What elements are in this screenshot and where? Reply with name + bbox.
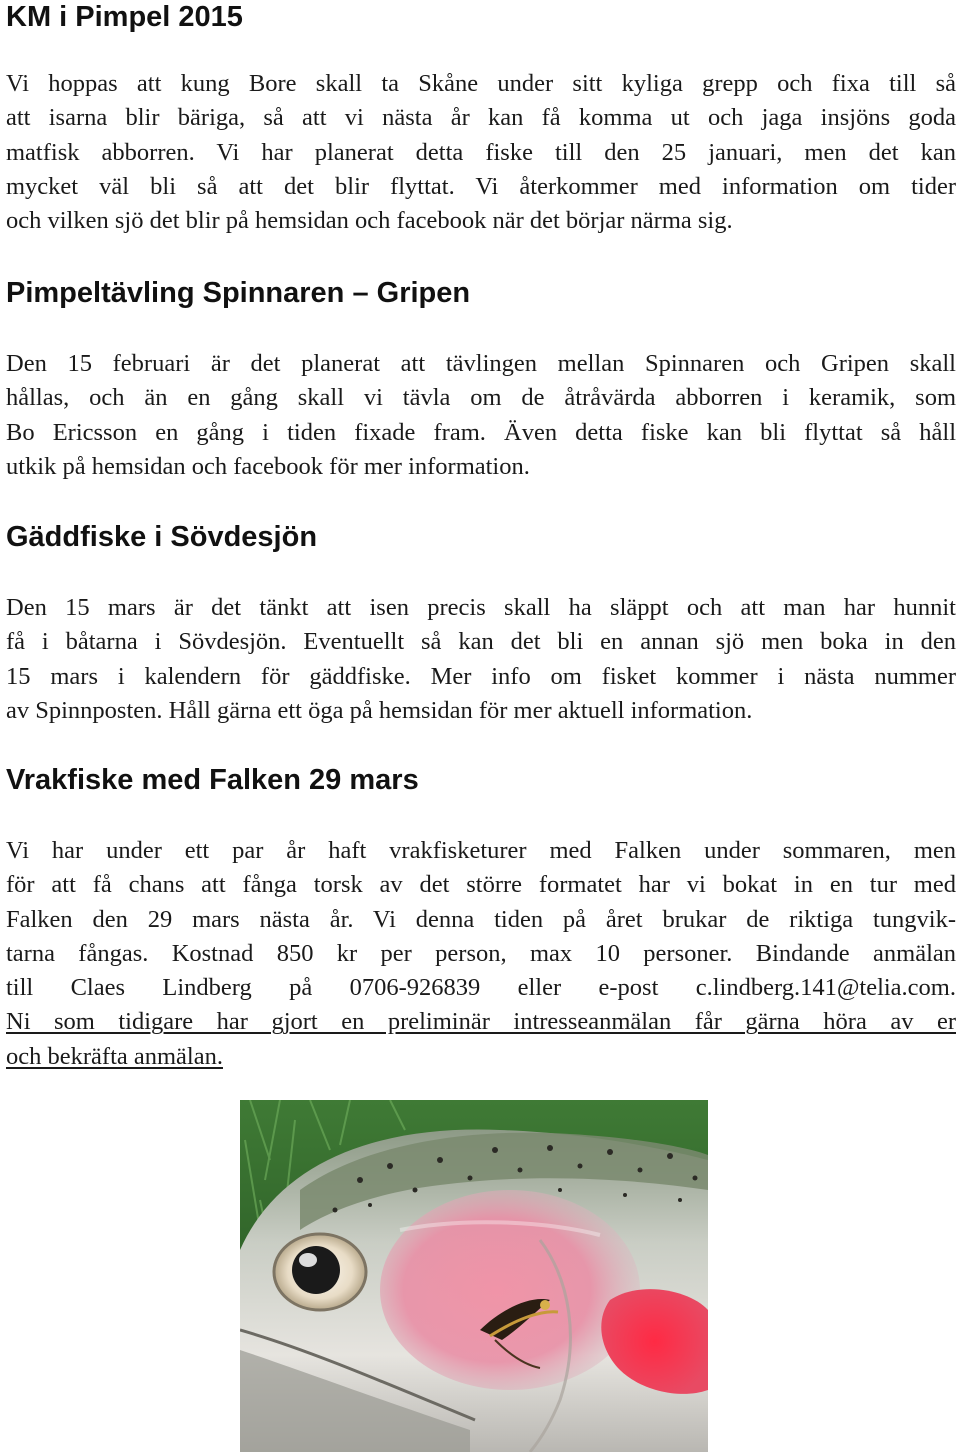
heading-km-i-pimpel: KM i Pimpel 2015 xyxy=(6,1,243,33)
underlined-text-line: och bekräfta anmälan. xyxy=(6,1042,223,1070)
paragraph-pimpeltavling xyxy=(6,347,956,484)
paragraph-km-i-pimpel xyxy=(6,67,956,238)
text-line: utkik på hemsidan och facebook för mer information. xyxy=(6,452,530,480)
heading-pimpeltavling: Pimpeltävling Spinnaren – Gripen xyxy=(6,277,471,309)
fish-photo xyxy=(240,1100,708,1452)
underlined-text-line: Ni som tidigare har gjort en preliminär intresseanmälan får gärna höra av er xyxy=(6,1008,956,1036)
text-line: av Spinnposten. Håll gärna ett öga på hemsidan för mer aktuell information. xyxy=(6,696,753,724)
text-line: Falken den 29 mars nästa år. Vi denna tiden på året brukar de riktiga tungvik- xyxy=(6,905,956,933)
text-line: tarna fångas. Kostnad 850 kr per person, max 10 personer. Bindande anmälan xyxy=(6,939,956,967)
text-line: Den 15 februari är det planerat att tävlingen mellan Spinnaren och Gripen skall xyxy=(6,350,956,377)
text-line: för att få chans att fånga torsk av det större formatet har vi bokat in en tur med xyxy=(6,871,956,899)
text-line: att isarna blir bäriga, så att vi nästa år kan få komma ut och jaga insjöns goda xyxy=(6,104,956,132)
heading-gaddfiske: Gäddfiske i Sövdesjön xyxy=(6,521,318,553)
heading-vrakfiske: Vrakfiske med Falken 29 mars xyxy=(6,764,419,796)
text-line: få i båtarna i Sövdesjön. Eventuellt så kan det bli en annan sjö men boka in den xyxy=(6,628,956,656)
text-line: och vilken sjö det blir på hemsidan och facebook när det börjar närma sig. xyxy=(6,207,733,235)
text-line: 15 mars i kalendern för gäddfiske. Mer info om fisket kommer i nästa nummer xyxy=(6,662,956,690)
text-line: Vi hoppas att kung Bore skall ta Skåne under sitt kyliga grepp och fixa till så xyxy=(6,70,956,97)
fish-photo-icon xyxy=(240,1100,708,1452)
text-line: hållas, och än en gång skall vi tävla om de åtråvärda abborren i keramik, som xyxy=(6,384,956,412)
text-line: Bo Ericsson en gång i tiden fixade fram. Även detta fiske kan bli flyttat så håll xyxy=(6,418,956,446)
text-line: matfisk abborren. Vi har planerat detta fiske till den 25 januari, men det kan xyxy=(6,138,956,166)
paragraph-vrakfiske xyxy=(6,834,956,1074)
text-line: mycket väl bli så att det blir flyttat. Vi återkommer med information om tider xyxy=(6,172,956,200)
paragraph-gaddfiske xyxy=(6,591,956,728)
text-line: Den 15 mars är det tänkt att isen precis skall ha släppt och att man har hunnit xyxy=(6,594,956,621)
text-line: till Claes Lindberg på 0706-926839 eller e-post c.lindberg.141@telia.com. xyxy=(6,974,956,1002)
text-line: Vi har under ett par år haft vrakfisketurer med Falken under sommaren, men xyxy=(6,837,956,864)
